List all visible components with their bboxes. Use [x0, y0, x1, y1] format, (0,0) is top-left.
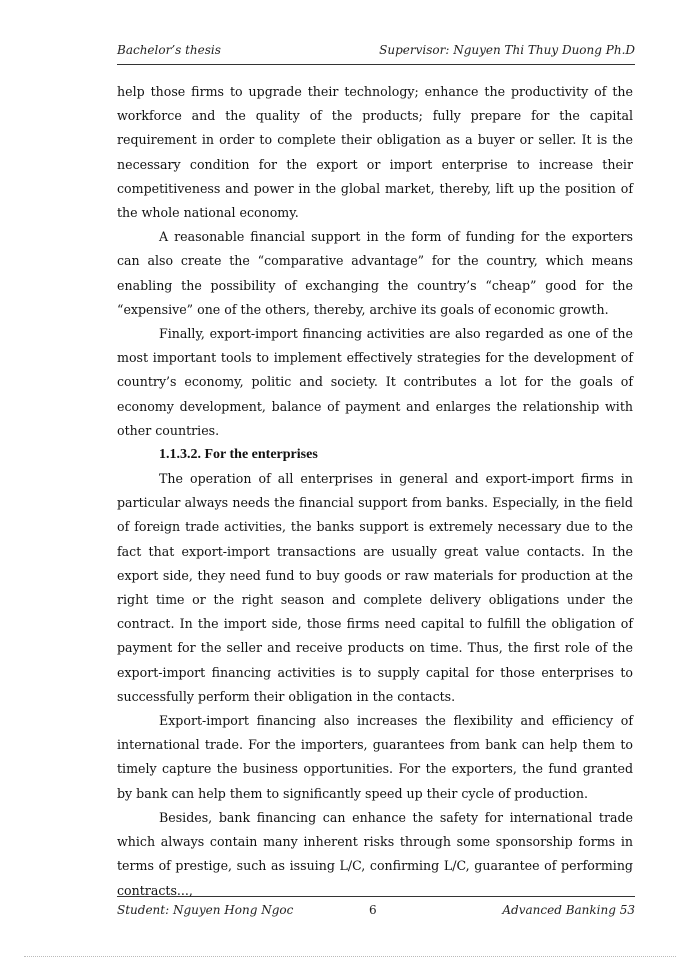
paragraph-5: Export-import financing also increases the flexibility and efficiency of international trade. For the importers, guarantees from bank can help them to timely capture the business opportunities. For the exporters, the fund granted by bank can help them to significantly speed up their cycle of production. [117, 713, 633, 801]
page-number: 6 [369, 903, 377, 917]
footer-program: Advanced Banking 53 [502, 903, 635, 917]
paragraph-4: The operation of all enterprises in general and export-import firms in particular always needs the financial support from banks. Especially, in the field of foreign trade activities, the banks support is extremely necessary due to the fact that export-import transactions are usually great value contacts. In the export side, they need fund to buy goods or raw materials for production at the right time or the right season and complete delivery obligations under the contract. In the import side, those firms need capital to fulfill the obligation of payment for the seller and receive products on time. Thus, the first role of the export-import financing activities is to supply capital for those enterprises to successfully perform their obligation in the contacts. [117, 471, 633, 704]
page-bottom-divider [24, 956, 676, 957]
document-body [117, 80, 633, 903]
page-header [117, 40, 635, 65]
header-supervisor: Supervisor: Nguyen Thi Thuy Duong Ph.D [379, 43, 635, 57]
section-heading: 1.1.3.2. For the enterprises [159, 447, 318, 463]
paragraph-6: Besides, bank financing can enhance the safety for international trade which always contain many inherent risks through some sponsorship forms in terms of prestige, such as issuing L/C, confirming L/C, guarantee of performing contracts..., [117, 809, 633, 898]
paragraph-3: Finally, export-import financing activities are also regarded as one of the most important tools to implement effectively strategies for the development of country’s economy, politic and society. It contributes a lot for the goals of economy development, balance of payment and enlarges the relationship with other countries. [117, 326, 633, 438]
header-thesis-label: Bachelor’s thesis [117, 43, 221, 57]
page-footer [117, 896, 635, 921]
footer-student: Student: Nguyen Hong Ngoc [117, 903, 294, 917]
paragraph-2: A reasonable financial support in the form of funding for the exporters can also create the “comparative advantage” for the country, which means enabling the possibility of exchanging the country’s “cheap” good for the “expensive” one of the others, thereby, archive its goals of economic growth. [117, 229, 633, 317]
paragraph-1: help those firms to upgrade their technology; enhance the productivity of the workforce and the quality of the products; fully prepare for the capital requirement in order to complete their obligation as a buyer or seller. It is the necessary condition for the export or import enterprise to increase their competitiveness and power in the global market, thereby, lift up the position of the whole national economy. [117, 84, 633, 221]
